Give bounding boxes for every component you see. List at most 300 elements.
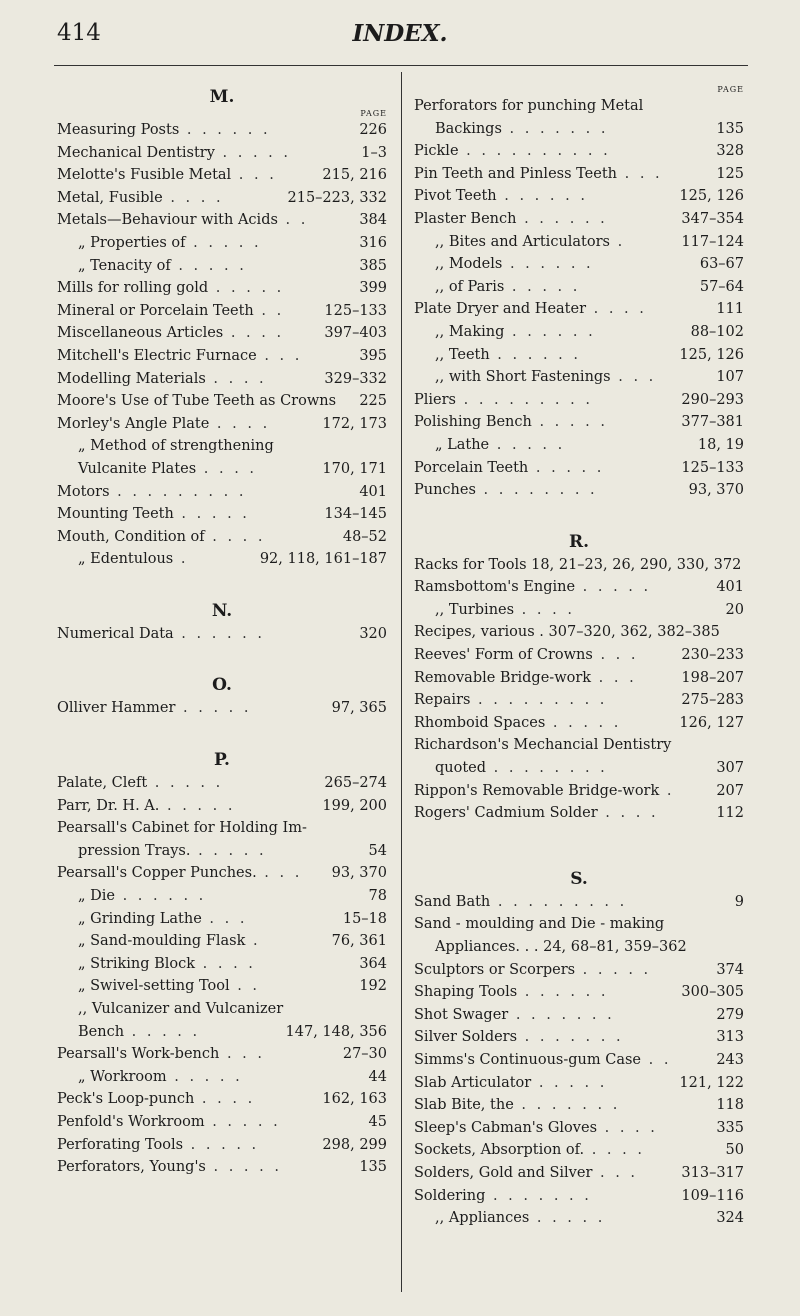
entry-leader-dots: . . . . . bbox=[183, 1136, 260, 1153]
index-entry bbox=[414, 981, 744, 1004]
entry-pages: 364 bbox=[359, 955, 387, 972]
index-entry bbox=[414, 1072, 744, 1095]
index-entry bbox=[414, 576, 744, 599]
entry-term: Silver Solders bbox=[414, 1029, 518, 1046]
entry-term: Recipes, various . 307–320, 362, 382–385 bbox=[414, 624, 720, 641]
entry-leader-dots: . . . bbox=[219, 1046, 265, 1063]
entry-term: pression Trays. bbox=[78, 842, 191, 859]
entry-pages: 125, 126 bbox=[679, 188, 744, 205]
entry-leader-dots: . . . . . bbox=[205, 1159, 282, 1176]
index-entry bbox=[57, 164, 387, 187]
entry-term: Moore's Use of Tube Teeth as Crowns bbox=[57, 393, 337, 410]
entry-term: Mounting Teeth bbox=[57, 506, 174, 523]
entry-term: Mills for rolling gold bbox=[57, 280, 209, 297]
entry-pages: 162, 163 bbox=[322, 1091, 387, 1108]
section-letter: O. bbox=[212, 675, 232, 696]
entry-pages: 111 bbox=[716, 301, 744, 318]
entry-pages: 1–3 bbox=[361, 144, 387, 161]
entry-term: Porcelain Teeth bbox=[414, 459, 529, 476]
entry-term: ,, Bites and Articulators bbox=[435, 233, 610, 250]
entry-term: Rippon's Removable Bridge-work bbox=[414, 782, 660, 799]
entry-term: Pickle bbox=[414, 143, 459, 160]
entry-pages: 48–52 bbox=[342, 528, 387, 545]
spacer bbox=[414, 516, 744, 530]
entry-pages: 18, 19 bbox=[697, 436, 744, 453]
entry-leader-dots: . . . . . bbox=[531, 1074, 608, 1091]
entry-term: Perforating Tools bbox=[57, 1136, 184, 1153]
index-entry bbox=[414, 599, 744, 622]
index-entry bbox=[57, 481, 387, 504]
entry-pages: 126, 127 bbox=[679, 714, 744, 731]
index-entry bbox=[414, 554, 744, 577]
index-entry bbox=[57, 953, 387, 976]
entry-term: Numerical Data bbox=[57, 625, 174, 642]
entry-term: „ Die bbox=[78, 888, 115, 905]
index-entry bbox=[57, 209, 387, 232]
right-column bbox=[414, 85, 744, 1230]
entry-leader-dots: . . . bbox=[231, 167, 277, 184]
entry-leader-dots: . . . . . bbox=[124, 1023, 201, 1040]
entry-pages: 135 bbox=[716, 120, 744, 137]
entry-term: Peck's Loop-punch bbox=[57, 1091, 195, 1108]
entry-term: Pivot Teeth bbox=[414, 188, 497, 205]
index-entry bbox=[414, 621, 744, 644]
entry-pages: 125 bbox=[716, 165, 744, 182]
spacer bbox=[57, 571, 387, 585]
entry-leader-dots: . . . bbox=[256, 865, 303, 882]
entry-pages: 324 bbox=[716, 1210, 744, 1227]
index-entry bbox=[414, 1004, 744, 1027]
index-entry bbox=[414, 644, 744, 667]
entry-term: Miscellaneous Articles bbox=[57, 325, 224, 342]
index-entry bbox=[57, 795, 387, 818]
entry-pages: 92, 118, 161–187 bbox=[259, 551, 387, 568]
index-entry bbox=[414, 389, 744, 412]
entry-leader-dots: . . . . . . . bbox=[501, 120, 609, 137]
entry-leader-dots: . . . . . bbox=[159, 797, 236, 814]
index-entry bbox=[414, 457, 744, 480]
entry-pages: 78 bbox=[368, 888, 387, 905]
entry-pages: 134–145 bbox=[324, 506, 387, 523]
spacer bbox=[414, 825, 744, 839]
index-entry bbox=[57, 368, 387, 391]
entry-term: Morley's Angle Plate bbox=[57, 415, 210, 432]
entry-pages: 107 bbox=[716, 369, 744, 386]
entry-leader-dots: . . . . . . . . . bbox=[109, 483, 247, 500]
entry-leader-dots: . . bbox=[641, 1051, 672, 1068]
entry-pages: 172, 173 bbox=[322, 415, 387, 432]
entry-term: „ Sand-moulding Flask bbox=[78, 933, 246, 950]
entry-term: Mitchell's Electric Furnace bbox=[57, 347, 257, 364]
entry-leader-dots: . . . . . . . bbox=[508, 1006, 615, 1023]
index-entry bbox=[414, 411, 744, 434]
entry-leader-dots: . . . . . . . . bbox=[486, 760, 608, 777]
index-entry bbox=[57, 885, 387, 908]
entry-leader-dots: . . . . . bbox=[175, 700, 252, 717]
entry-term: „ Swivel-setting Tool bbox=[78, 978, 230, 995]
index-entry bbox=[414, 344, 744, 367]
entry-term: Simms's Continuous-gum Case bbox=[414, 1051, 642, 1068]
entry-leader-dots: . . . . bbox=[209, 415, 271, 432]
index-entry bbox=[414, 1049, 744, 1072]
entry-term: Melotte's Fusible Metal bbox=[57, 167, 232, 184]
entry-pages: 97, 365 bbox=[331, 700, 387, 717]
header-rule bbox=[54, 65, 748, 66]
index-entry bbox=[57, 908, 387, 931]
entry-term: Richardson's Mechancial Dentistry bbox=[414, 737, 672, 754]
index-entry bbox=[57, 772, 387, 795]
section-letter: R. bbox=[568, 531, 590, 552]
page-header bbox=[0, 20, 800, 64]
entry-term: ,, Appliances bbox=[435, 1210, 530, 1227]
index-entry bbox=[57, 322, 387, 345]
index-entry bbox=[57, 345, 387, 368]
entry-pages: 54 bbox=[368, 842, 387, 859]
entry-pages: 109–116 bbox=[681, 1187, 744, 1204]
entry-term: Modelling Materials bbox=[57, 370, 206, 387]
entry-term: ,, Vulcanizer and Vulcanizer bbox=[78, 1001, 284, 1017]
index-entry bbox=[414, 1094, 744, 1117]
entry-pages: 27–30 bbox=[342, 1046, 387, 1063]
entry-term: Solders, Gold and Silver bbox=[414, 1164, 593, 1181]
entry-leader-dots: . . . . . . bbox=[114, 888, 207, 905]
entry-pages: 335 bbox=[716, 1119, 744, 1136]
entry-leader-dots: . . . . bbox=[195, 955, 256, 972]
index-entry bbox=[414, 757, 744, 780]
entry-leader-dots: . . . . bbox=[194, 1091, 256, 1108]
index-entry bbox=[57, 975, 387, 998]
entry-pages: 198–207 bbox=[681, 669, 744, 686]
index-entry bbox=[57, 840, 387, 863]
entry-pages: 243 bbox=[716, 1051, 744, 1068]
entry-term: Penfold's Workroom bbox=[57, 1113, 205, 1130]
index-entry bbox=[57, 697, 387, 720]
entry-leader-dots: . . . . bbox=[597, 1119, 658, 1136]
entry-pages: 395 bbox=[359, 347, 387, 364]
entry-leader-dots: . . . . . . . . . bbox=[490, 893, 628, 910]
entry-term: Pearsall's Work-bench bbox=[57, 1046, 220, 1063]
index-entry bbox=[414, 936, 744, 959]
entry-leader-dots: . . . . . bbox=[173, 506, 250, 523]
index-entry bbox=[414, 1139, 744, 1162]
entry-pages: 76, 361 bbox=[331, 933, 387, 950]
spacer bbox=[414, 853, 744, 867]
entry-pages: 320 bbox=[359, 625, 387, 642]
entry-pages: 207 bbox=[716, 782, 744, 799]
entry-pages: 347–354 bbox=[681, 210, 744, 227]
index-entry bbox=[414, 276, 744, 299]
entry-leader-dots: . . . . . . . . . . bbox=[458, 143, 611, 160]
entry-leader-dots: . . . . . . bbox=[173, 625, 265, 642]
index-entry bbox=[414, 231, 744, 254]
entry-term: Rogers' Cadmium Solder bbox=[414, 805, 598, 822]
entry-pages: 265–274 bbox=[324, 775, 387, 792]
entry-leader-dots: . . . . bbox=[204, 528, 266, 545]
entry-term: Perforators, Young's bbox=[57, 1159, 206, 1176]
entry-pages: 88–102 bbox=[690, 323, 744, 340]
entry-term: Bench bbox=[78, 1023, 125, 1040]
entry-leader-dots: . . . . . . bbox=[179, 122, 271, 138]
spacer bbox=[57, 585, 387, 599]
entry-leader-dots: . . . . . . . bbox=[485, 1187, 592, 1204]
entry-pages: 401 bbox=[716, 579, 744, 596]
entry-leader-dots: . . . . . bbox=[170, 257, 247, 274]
entry-pages: 117–124 bbox=[681, 233, 744, 250]
entry-leader-dots: . . . . bbox=[196, 460, 258, 477]
entry-leader-dots: . . . . . bbox=[575, 961, 652, 978]
entry-term: Reeves' Form of Crowns bbox=[414, 647, 593, 664]
entry-term: „ Grinding Lathe bbox=[78, 910, 202, 927]
entry-leader-dots: . . . . . . . bbox=[517, 1029, 624, 1046]
entry-pages: 290–293 bbox=[681, 391, 744, 408]
entry-term: Motors bbox=[57, 483, 110, 500]
entry-leader-dots: . . . bbox=[610, 369, 657, 386]
index-entry bbox=[414, 479, 744, 502]
left-column bbox=[57, 85, 387, 1179]
entry-pages: 279 bbox=[716, 1006, 744, 1023]
entry-leader-dots: . bbox=[173, 551, 189, 568]
entry-pages: 316 bbox=[359, 234, 387, 251]
section-letter: N. bbox=[211, 600, 233, 621]
entry-term: Slab Articulator bbox=[414, 1074, 532, 1091]
index-entry bbox=[414, 689, 744, 712]
entry-term: „ Edentulous bbox=[78, 551, 174, 568]
entry-pages: 313 bbox=[716, 1029, 744, 1046]
index-entry bbox=[57, 300, 387, 323]
entry-term: ,, Teeth bbox=[435, 346, 490, 363]
entry-leader-dots: . . . . . . . . . bbox=[470, 692, 608, 709]
index-entry bbox=[57, 458, 387, 481]
entry-leader-dots: . . . . bbox=[205, 370, 267, 387]
index-entry bbox=[414, 118, 744, 141]
entry-term: Shot Swager bbox=[414, 1006, 509, 1023]
entry-term: Mineral or Porcelain Teeth bbox=[57, 302, 254, 319]
entry-leader-dots: . . . . . . . . bbox=[475, 482, 598, 499]
index-entry bbox=[414, 185, 744, 208]
entry-pages: 329–332 bbox=[324, 370, 387, 387]
section-letter: P. bbox=[214, 750, 230, 771]
page-column-label: PAGE bbox=[717, 85, 744, 94]
entry-leader-dots: . . . . . bbox=[504, 278, 581, 295]
entry-term: „ Striking Block bbox=[78, 955, 196, 972]
index-entry bbox=[57, 526, 387, 549]
entry-pages: 192 bbox=[359, 978, 387, 995]
index-entry bbox=[414, 1162, 744, 1185]
entry-leader-dots: . . . . . . bbox=[496, 188, 588, 205]
entry-pages: 401 bbox=[359, 483, 387, 500]
entry-leader-dots: . . . . . bbox=[185, 234, 262, 251]
entry-pages: 397–403 bbox=[324, 325, 387, 342]
entry-term: „ Properties of bbox=[78, 234, 186, 251]
entry-leader-dots: . . . . bbox=[597, 805, 659, 822]
entry-term: Measuring Posts bbox=[57, 122, 180, 138]
entry-leader-dots: . . . bbox=[592, 1164, 639, 1181]
entry-term: Shaping Tools bbox=[414, 984, 518, 1001]
entry-leader-dots: . . . . . bbox=[545, 714, 622, 731]
entry-pages: 300–305 bbox=[681, 984, 744, 1001]
entry-term: Plate Dryer and Heater bbox=[414, 301, 587, 318]
entry-leader-dots: . . . . . . bbox=[504, 323, 596, 340]
index-entry bbox=[57, 413, 387, 436]
entry-leader-dots: . . . . . bbox=[147, 775, 224, 792]
index-entry bbox=[414, 734, 744, 757]
entry-term: „ Tenacity of bbox=[78, 257, 171, 274]
entry-pages: 313–317 bbox=[681, 1164, 744, 1181]
entry-leader-dots: . . . . . bbox=[489, 436, 566, 453]
entry-term: Sand - moulding and Die - making bbox=[414, 916, 665, 933]
entry-pages: 147, 148, 356 bbox=[285, 1023, 387, 1040]
index-entry bbox=[57, 1134, 387, 1157]
entry-pages: 93, 370 bbox=[688, 482, 744, 499]
entry-pages: 225 bbox=[359, 393, 387, 410]
index-entry bbox=[414, 1026, 744, 1049]
entry-term: Mouth, Condition of bbox=[57, 528, 205, 545]
entry-term: Racks for Tools 18, 21–23, 26, 290, 330, 372 bbox=[414, 556, 742, 573]
entry-leader-dots: . . . . . bbox=[204, 1113, 281, 1130]
index-entry bbox=[57, 930, 387, 953]
index-entry bbox=[414, 712, 744, 735]
entry-leader-dots: . . . bbox=[256, 347, 303, 364]
entry-leader-dots: . . . . . . bbox=[516, 210, 608, 227]
index-entry bbox=[57, 390, 387, 413]
entry-pages: 50 bbox=[725, 1142, 744, 1159]
entry-term: Plaster Bench bbox=[414, 210, 517, 227]
entry-term: ,, Making bbox=[435, 323, 505, 340]
section-letter: S. bbox=[570, 868, 588, 889]
entry-pages: 45 bbox=[368, 1113, 387, 1130]
index-entry bbox=[57, 503, 387, 526]
index-entry bbox=[414, 891, 744, 914]
index-entry bbox=[57, 817, 387, 840]
entry-leader-dots: . . . . . . bbox=[502, 256, 594, 273]
entry-pages: 93, 370 bbox=[331, 865, 387, 882]
entry-leader-dots: . . . . bbox=[586, 301, 647, 318]
entry-term: Pearsall's Cabinet for Holding Im- bbox=[57, 820, 307, 837]
entry-pages: 57–64 bbox=[699, 278, 744, 295]
index-entry bbox=[57, 1021, 387, 1044]
index-entry bbox=[414, 140, 744, 163]
index-entry bbox=[57, 232, 387, 255]
entry-pages: 63–67 bbox=[699, 256, 744, 273]
index-entry bbox=[57, 435, 387, 458]
entry-term: Pin Teeth and Pinless Teeth bbox=[414, 165, 618, 182]
index-entry bbox=[414, 321, 744, 344]
index-entry bbox=[57, 623, 387, 646]
entry-leader-dots: . bbox=[245, 933, 261, 950]
entry-pages: 307 bbox=[716, 760, 744, 777]
spacer bbox=[57, 659, 387, 673]
entry-leader-dots: . . . . . bbox=[190, 842, 267, 859]
entry-leader-dots: . . . . . bbox=[208, 280, 285, 297]
entry-term: ,, of Paris bbox=[435, 278, 505, 295]
spacer bbox=[57, 645, 387, 659]
entry-term: Mechanical Dentistry bbox=[57, 144, 215, 161]
entry-term: Sleep's Cabman's Gloves bbox=[414, 1119, 598, 1136]
entry-term: Parr, Dr. H. A. bbox=[57, 797, 160, 814]
column-divider bbox=[401, 72, 402, 1292]
entry-leader-dots: . . . . . bbox=[166, 1068, 243, 1085]
entry-leader-dots: . . . . . bbox=[529, 1210, 606, 1227]
index-entry bbox=[414, 959, 744, 982]
entry-leader-dots: . . bbox=[229, 978, 261, 995]
spacer bbox=[57, 720, 387, 734]
entry-term: Vulcanite Plates bbox=[78, 460, 197, 477]
index-entry bbox=[414, 1207, 744, 1230]
entry-pages: 298, 299 bbox=[322, 1136, 387, 1153]
entry-leader-dots: . . . bbox=[617, 165, 663, 182]
entry-term: Soldering bbox=[414, 1187, 486, 1204]
entry-leader-dots: . . . bbox=[592, 647, 639, 664]
index-entry bbox=[57, 142, 387, 165]
index-entry bbox=[57, 998, 387, 1021]
entry-term: Sand Bath bbox=[414, 893, 491, 910]
entry-leader-dots: . bbox=[610, 233, 626, 250]
entry-pages: 385 bbox=[359, 257, 387, 274]
index-entry bbox=[414, 913, 744, 936]
entry-pages: 215–223, 332 bbox=[287, 189, 387, 206]
entry-pages: 125–133 bbox=[681, 459, 744, 476]
entry-leader-dots: . . bbox=[277, 212, 309, 229]
index-entry bbox=[57, 119, 387, 142]
entry-term: ,, with Short Fastenings bbox=[435, 369, 611, 386]
index-entry bbox=[414, 667, 744, 690]
entry-pages: 215, 216 bbox=[322, 167, 387, 184]
entry-leader-dots: . . . . bbox=[162, 189, 224, 206]
entry-leader-dots: . . . . . bbox=[531, 414, 608, 431]
index-entry bbox=[57, 255, 387, 278]
entry-leader-dots: . . . . . bbox=[214, 144, 292, 161]
index-entry bbox=[414, 366, 744, 389]
entry-term: Perforators for punching Metal bbox=[414, 98, 644, 114]
index-entry bbox=[57, 277, 387, 300]
entry-pages: 9 bbox=[734, 893, 744, 910]
entry-leader-dots: . . . . . . bbox=[517, 984, 609, 1001]
entry-pages: 15–18 bbox=[342, 910, 387, 927]
entry-term: quoted bbox=[435, 760, 487, 777]
entry-leader-dots: . . . . . . . bbox=[513, 1097, 621, 1114]
entry-pages: 226 bbox=[359, 122, 387, 138]
page-number: 414 bbox=[57, 20, 101, 46]
index-entry bbox=[414, 163, 744, 186]
index-entry bbox=[57, 548, 387, 571]
spacer bbox=[414, 839, 744, 853]
entry-pages: 20 bbox=[725, 601, 744, 618]
index-entry bbox=[414, 253, 744, 276]
index-entry bbox=[57, 1043, 387, 1066]
index-entry bbox=[414, 298, 744, 321]
entry-pages: 118 bbox=[716, 1097, 744, 1114]
index-entry bbox=[414, 434, 744, 457]
page-column-label: PAGE bbox=[360, 109, 387, 118]
entry-pages: 170, 171 bbox=[322, 460, 387, 477]
entry-pages: 374 bbox=[716, 961, 744, 978]
entry-term: Pliers bbox=[414, 391, 456, 408]
entry-term: Slab Bite, the bbox=[414, 1097, 514, 1114]
spacer bbox=[57, 734, 387, 748]
entry-term: „ Workroom bbox=[78, 1068, 167, 1085]
entry-term: Pearsall's Copper Punches. bbox=[57, 865, 257, 882]
entry-leader-dots: . . . . . bbox=[528, 459, 605, 476]
index-entry bbox=[414, 208, 744, 231]
entry-pages: 121, 122 bbox=[679, 1074, 744, 1091]
entry-leader-dots: . . . . bbox=[584, 1142, 645, 1159]
entry-leader-dots: . bbox=[659, 782, 675, 799]
index-entry bbox=[414, 95, 744, 118]
index-entry bbox=[57, 187, 387, 210]
index-entry bbox=[414, 780, 744, 803]
entry-pages: 275–283 bbox=[681, 692, 744, 709]
page-title: INDEX. bbox=[352, 20, 448, 47]
